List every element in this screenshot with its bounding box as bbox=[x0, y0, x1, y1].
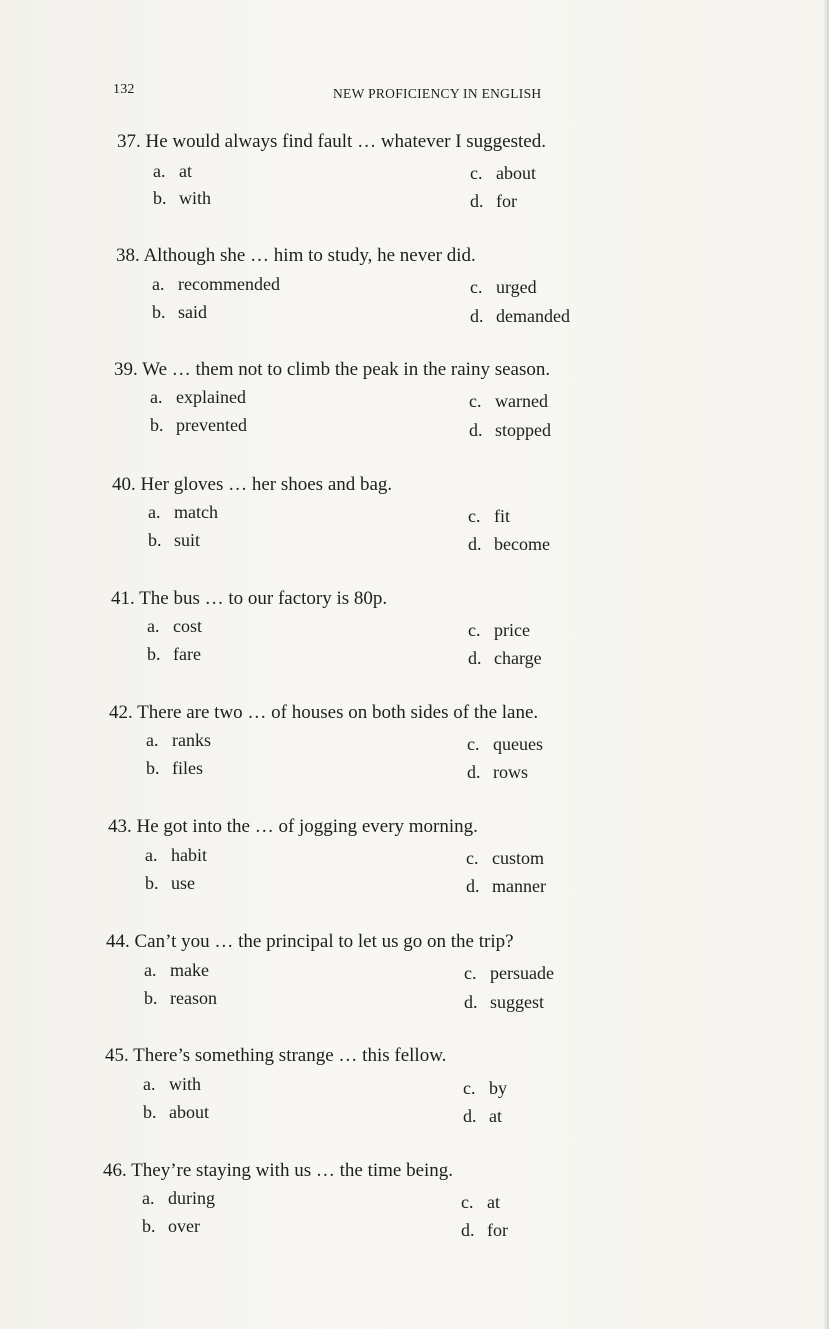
question-text: Can’t you … the principal to let us go on the trip? bbox=[134, 931, 514, 952]
running-head: NEW PROFICIENCY IN ENGLISH bbox=[333, 86, 542, 101]
option-c: c. custom bbox=[466, 848, 544, 868]
option-b: b. reason bbox=[144, 988, 217, 1008]
option-a: a. cost bbox=[147, 616, 202, 636]
option-d: d. charge bbox=[468, 648, 542, 668]
option-c: c. persuade bbox=[464, 963, 554, 983]
option-a: a. match bbox=[148, 502, 218, 522]
question-stem bbox=[106, 931, 514, 953]
question-stem bbox=[114, 359, 550, 381]
question-number: 39. bbox=[114, 359, 138, 380]
question-text: Although she … him to study, he never did. bbox=[143, 245, 476, 266]
option-a: a. habit bbox=[145, 845, 207, 865]
option-c: c. queues bbox=[467, 734, 543, 754]
option-b: b. about bbox=[143, 1102, 209, 1122]
page-number: 132 bbox=[113, 82, 135, 97]
question-text: There’s something strange … this fellow. bbox=[133, 1045, 447, 1066]
option-b: b. files bbox=[146, 758, 203, 778]
option-a: a. ranks bbox=[146, 730, 211, 750]
option-c: c. urged bbox=[470, 277, 537, 297]
option-a: a. make bbox=[144, 960, 209, 980]
option-a: a. with bbox=[143, 1074, 202, 1094]
option-a: a. during bbox=[142, 1188, 215, 1208]
page-edge-shadow bbox=[823, 0, 829, 1329]
option-d: d. stopped bbox=[469, 420, 551, 440]
question-number: 40. bbox=[112, 474, 136, 495]
option-b: b. fare bbox=[147, 644, 201, 664]
question-number: 46. bbox=[103, 1160, 127, 1181]
question-number: 44. bbox=[106, 931, 130, 952]
option-a: a. explained bbox=[150, 387, 246, 407]
question-stem bbox=[105, 1045, 446, 1067]
option-c: c. about bbox=[470, 163, 536, 183]
option-d: d. rows bbox=[467, 762, 528, 782]
question-stem bbox=[103, 1160, 453, 1182]
question-stem bbox=[112, 474, 392, 496]
option-c: c. fit bbox=[468, 506, 510, 526]
question-stem bbox=[108, 816, 478, 838]
option-b: b. said bbox=[152, 302, 207, 322]
option-b: b. with bbox=[153, 188, 212, 208]
question-text: They’re staying with us … the time being. bbox=[131, 1160, 454, 1181]
question-text: He would always find fault … whatever I suggested. bbox=[145, 131, 546, 152]
option-b: b. over bbox=[142, 1216, 200, 1236]
option-c: c. at bbox=[461, 1192, 500, 1212]
question-text: We … them not to climb the peak in the rainy season. bbox=[142, 359, 551, 380]
option-b: b. use bbox=[145, 873, 195, 893]
option-c: c. price bbox=[468, 620, 530, 640]
question-number: 42. bbox=[109, 702, 133, 723]
option-b: b. suit bbox=[148, 530, 201, 550]
option-a: a. recommended bbox=[152, 274, 280, 294]
question-stem bbox=[116, 245, 476, 267]
option-c: c. warned bbox=[469, 391, 548, 411]
option-d: d. become bbox=[468, 534, 550, 554]
question-stem bbox=[117, 131, 546, 153]
option-a: a. at bbox=[153, 161, 192, 181]
option-d: d. demanded bbox=[470, 306, 570, 326]
option-d: d. for bbox=[470, 191, 517, 211]
question-text: He got into the … of jogging every morning. bbox=[136, 816, 478, 837]
question-number: 45. bbox=[105, 1045, 129, 1066]
option-d: d. for bbox=[461, 1220, 508, 1240]
option-c: c. by bbox=[463, 1078, 507, 1098]
question-number: 41. bbox=[111, 588, 135, 609]
question-text: The bus … to our factory is 80p. bbox=[139, 588, 388, 609]
question-number: 37. bbox=[117, 131, 141, 152]
question-stem bbox=[109, 702, 538, 724]
question-number: 38. bbox=[116, 245, 140, 266]
option-b: b. prevented bbox=[150, 415, 247, 435]
question-text: Her gloves … her shoes and bag. bbox=[140, 474, 393, 495]
question-stem bbox=[111, 588, 387, 610]
question-text: There are two … of houses on both sides of the lane. bbox=[137, 702, 539, 723]
option-d: d. manner bbox=[466, 876, 546, 896]
option-d: d. suggest bbox=[464, 992, 544, 1012]
question-number: 43. bbox=[108, 816, 132, 837]
option-d: d. at bbox=[463, 1106, 502, 1126]
